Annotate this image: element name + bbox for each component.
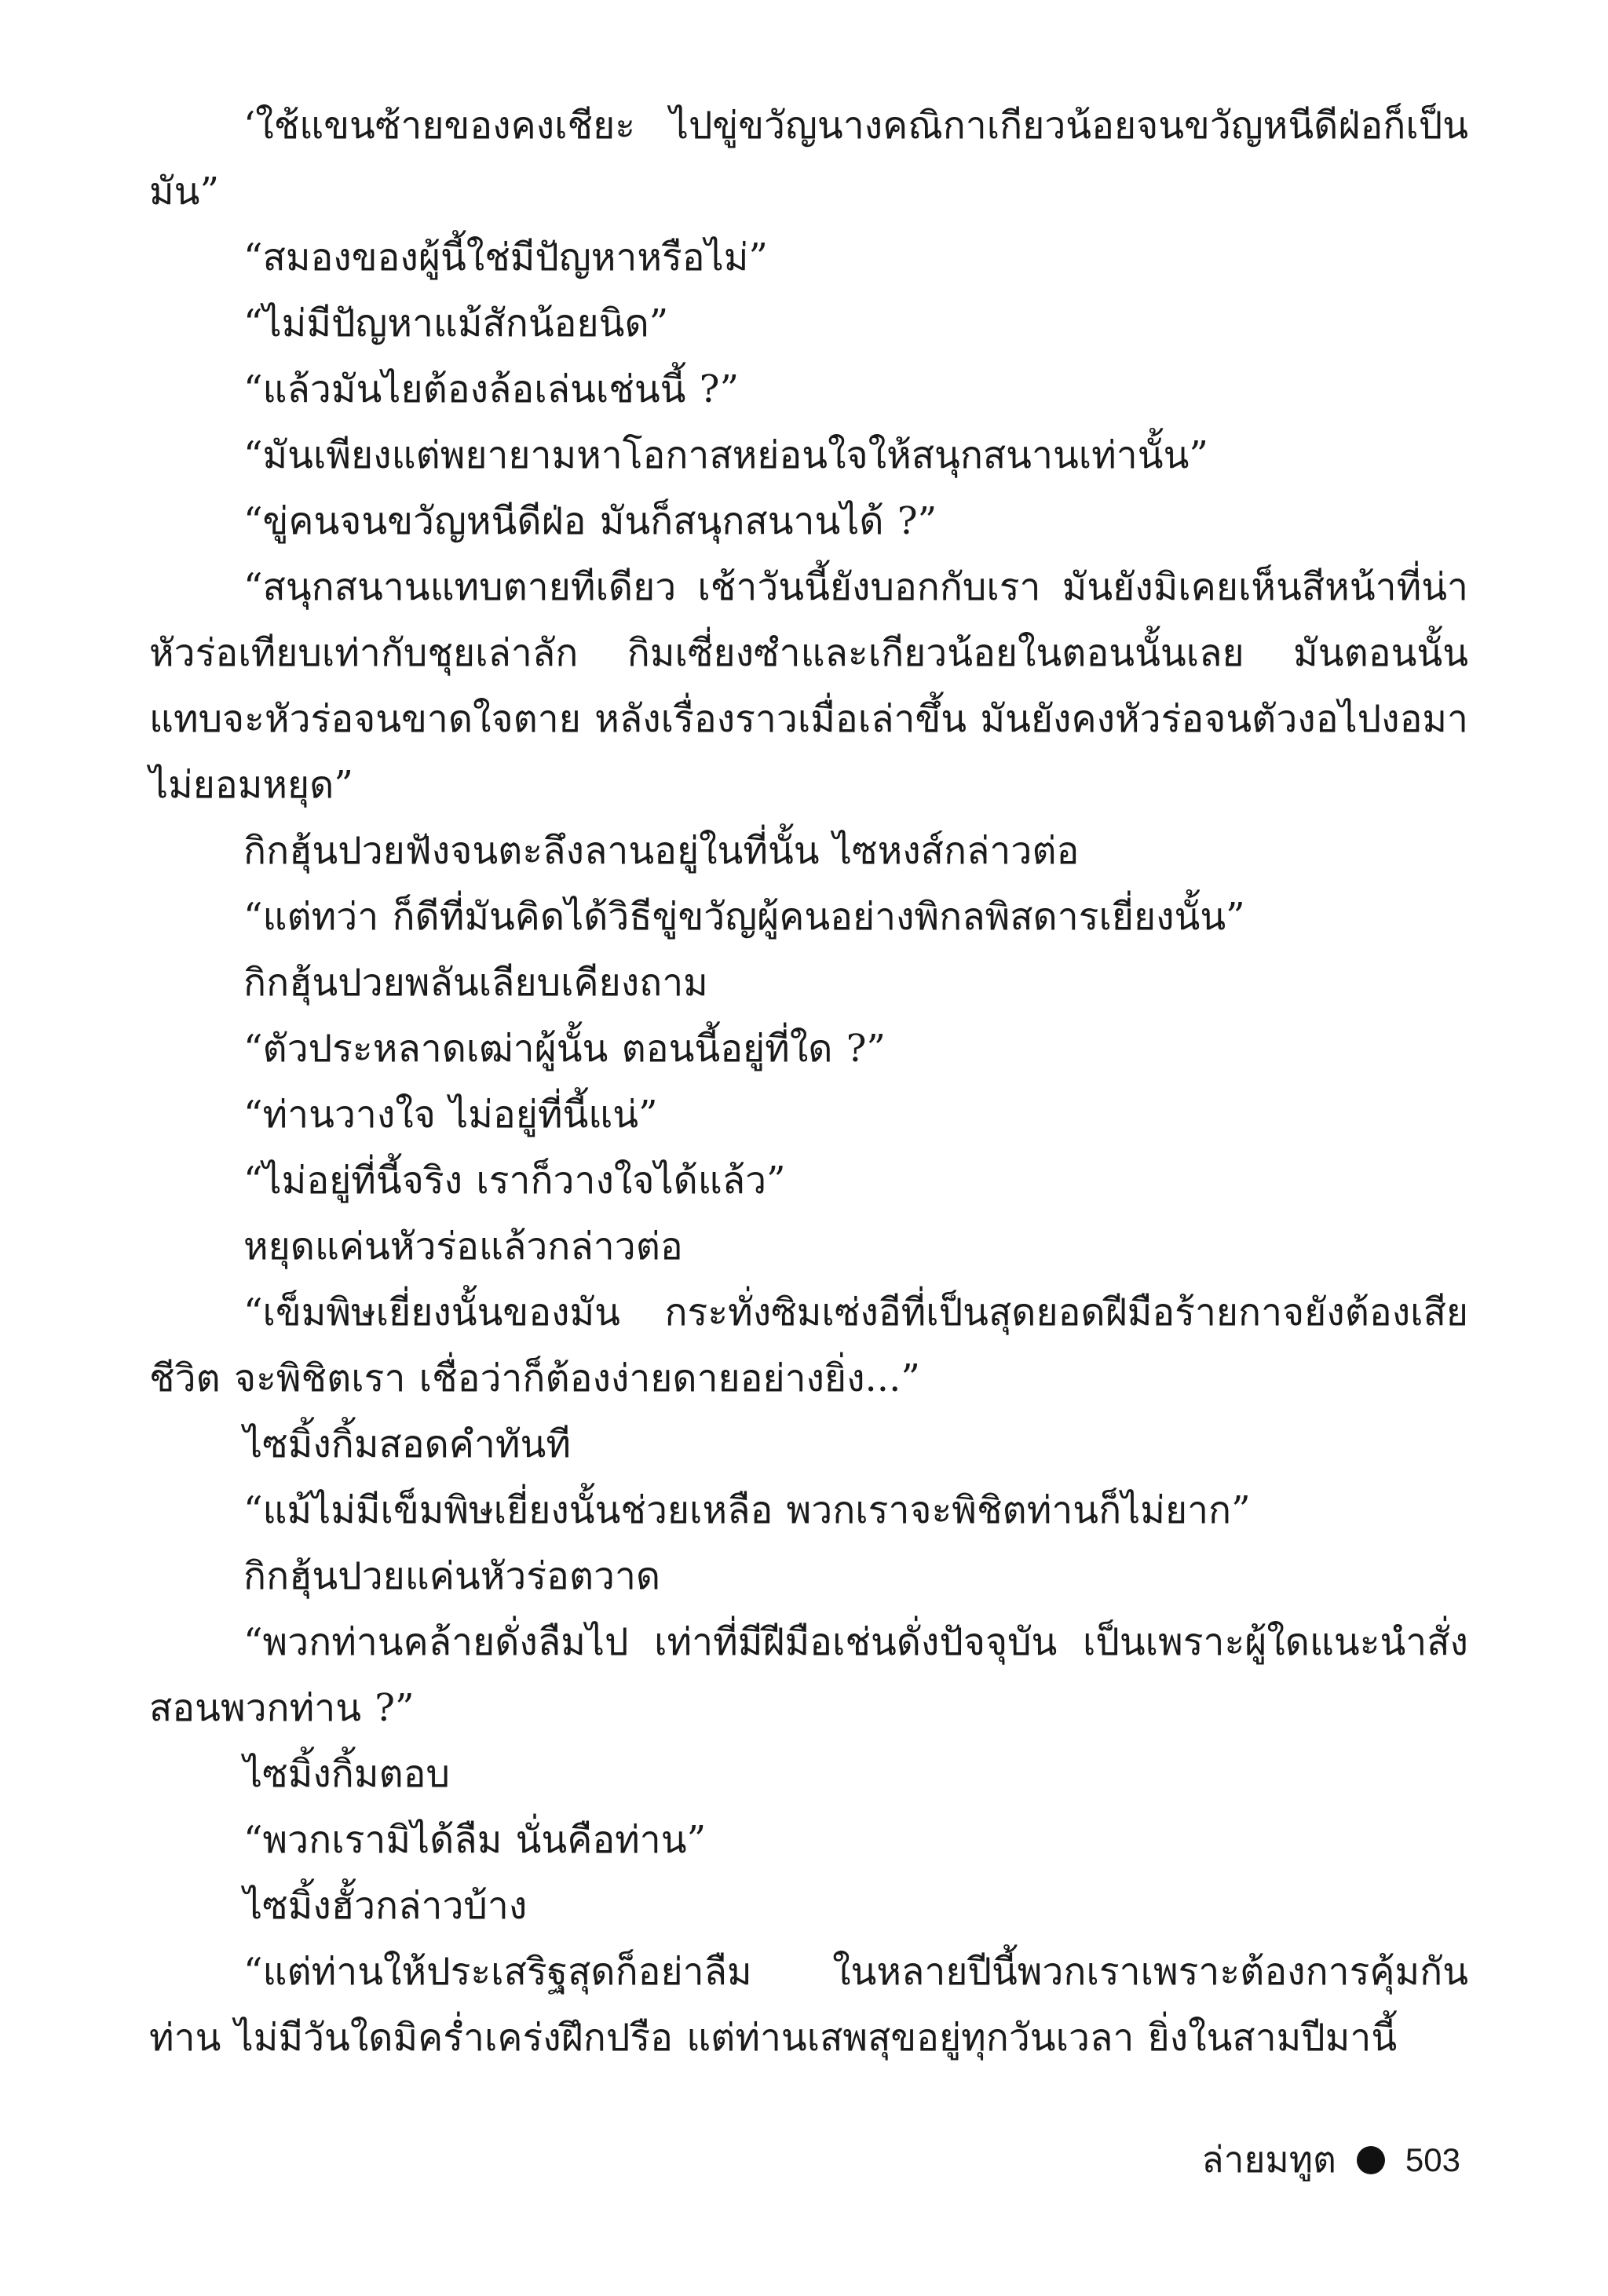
- paragraph: “ไม่อยู่ที่นี้จริง เราก็วางใจได้แล้ว”: [243, 1159, 786, 1203]
- page-footer: [1201, 2131, 1460, 2188]
- bullet-dot-icon: [1357, 2146, 1385, 2174]
- paragraph: “ตัวประหลาดเฒ่าผู้นั้น ตอนนี้อยู่ที่ใด ?”: [243, 1027, 886, 1071]
- paragraph: “แม้ไม่มีเข็มพิษเยี่ยงนั้นช่วยเหลือ พวกเราจะพิชิตท่านก็ไม่ยาก”: [243, 1488, 1251, 1532]
- book-title: ล่ายมทูต: [1201, 2138, 1336, 2181]
- page-number: 503: [1405, 2141, 1460, 2178]
- paragraph: ไซมิ้งฮั้วกล่าวบ้าง: [243, 1884, 528, 1928]
- paragraph: “แต่ท่านให้ประเสริฐสุดก็อย่าลืม ในหลายปีนี้พวกเราเพราะต้องการคุ้มกันท่าน ไม่มีวันใดมิคร่ำเคร่งฝึกปรือ แต่ท่านเสพสุขอยู่ทุกวันเวลา ยิ่งในสามปีมานี้: [149, 1950, 1468, 2060]
- paragraph: กิกฮุ้นปวยพลันเลียบเคียงถาม: [243, 961, 708, 1005]
- paragraph: “ท่านวางใจ ไม่อยู่ที่นี้แน่”: [243, 1093, 658, 1137]
- paragraph: หยุดแค่นหัวร่อแล้วกล่าวต่อ: [243, 1225, 683, 1268]
- paragraph: “พวกเรามิได้ลืม นั่นคือท่าน”: [243, 1818, 707, 1862]
- paragraph: ‘ใช้แขนซ้ายของคงเชียะ ไปขู่ขวัญนางคณิกาเกียวน้อยจนขวัญหนีดีฝ่อก็เป็นมัน”: [149, 104, 1468, 214]
- paragraph: ไซมิ้งกิ้มตอบ: [243, 1752, 450, 1796]
- paragraph: “พวกท่านคล้ายดั่งลืมไป เท่าที่มีฝีมือเช่นดั่งปัจจุบัน เป็นเพราะผู้ใดแนะนำสั่งสอนพวกท่าน ?”: [149, 1620, 1468, 1730]
- paragraph: “สมองของผู้นี้ใช่มีปัญหาหรือไม่”: [243, 235, 768, 279]
- paragraph: “เข็มพิษเยี่ยงนั้นของมัน กระทั่งซิมเซ่งอีที่เป็นสุดยอดฝีมือร้ายกาจยังต้องเสียชีวิต จะพิชิตเรา เชื่อว่าก็ต้องง่ายดายอย่างยิ่ง...”: [149, 1290, 1468, 1400]
- paragraph: “มันเพียงแต่พยายามหาโอกาสหย่อนใจให้สนุกสนานเท่านั้น”: [243, 433, 1208, 477]
- paragraph: “แล้วมันไยต้องล้อเล่นเช่นนี้ ?”: [243, 367, 740, 411]
- paragraph: “สนุกสนานแทบตายทีเดียว เช้าวันนี้ยังบอกกับเรา มันยังมิเคยเห็นสีหน้าที่น่าหัวร่อเทียบเท่ากับชุยเล่าลัก กิมเซี่ยงซำและเกียวน้อยในตอนนั้นเลย มันตอนนั้นแทบจะหัวร่อจนขาดใจตาย หลังเรื่องราวเมื่อเล่าขึ้น มันยังคงหัวร่อจนตัวงอไปงอมาไม่ยอมหยุด”: [149, 565, 1468, 807]
- body-text: [149, 93, 1468, 2071]
- paragraph: กิกฮุ้นปวยฟังจนตะลึงลานอยู่ในที่นั้น ไซหงส์กล่าวต่อ: [243, 829, 1080, 873]
- paragraph: “แต่ทว่า ก็ดีที่มันคิดได้วิธีขู่ขวัญผู้คนอย่างพิกลพิสดารเยี่ยงนั้น”: [243, 895, 1245, 939]
- paragraph: กิกฮุ้นปวยแค่นหัวร่อตวาด: [243, 1554, 661, 1598]
- paragraph: “ขู่คนจนขวัญหนีดีฝ่อ มันก็สนุกสนานได้ ?”: [243, 499, 937, 543]
- paragraph: “ไม่มีปัญหาแม้สักน้อยนิด”: [243, 301, 669, 345]
- paragraph: ไซมิ้งกิ้มสอดคำทันที: [243, 1422, 571, 1466]
